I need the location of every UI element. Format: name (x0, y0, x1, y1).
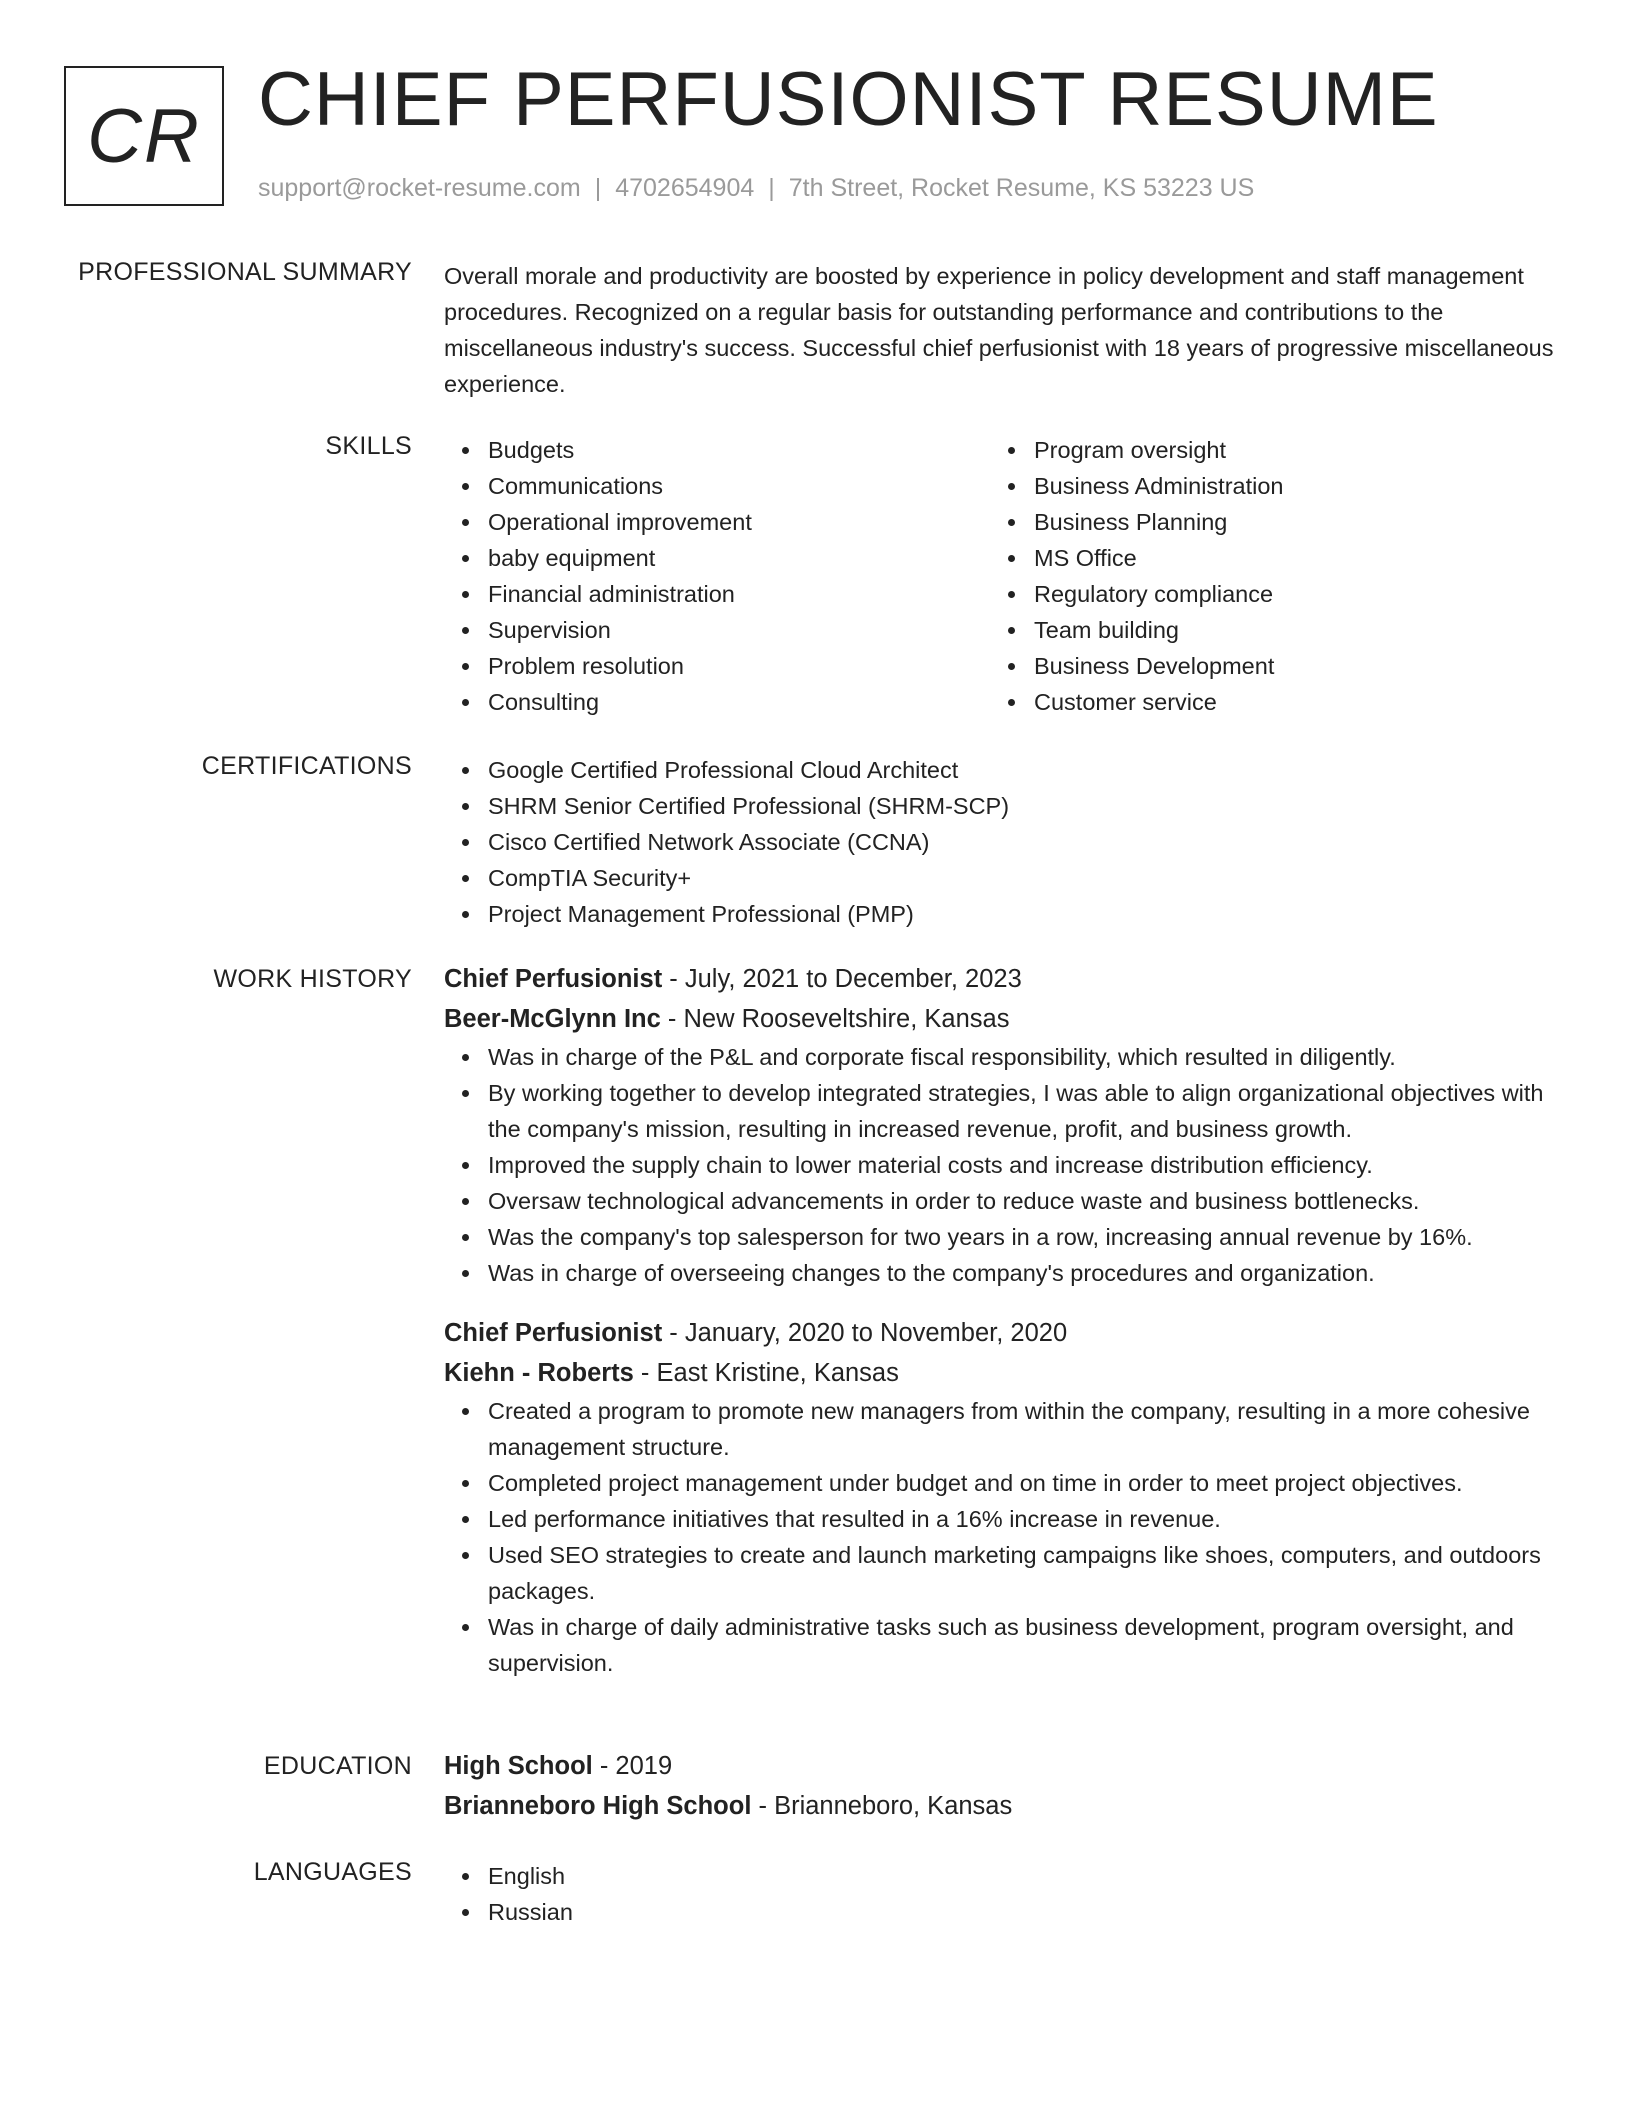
section-label-skills: SKILLS (325, 432, 412, 460)
skill-item: Financial administration (444, 576, 990, 612)
language-item: English (444, 1858, 1554, 1894)
education-degree: High School (444, 1752, 593, 1780)
skill-item: Business Development (990, 648, 1536, 684)
job-title: Chief Perfusionist (444, 1319, 663, 1347)
education-school: Brianneboro High School (444, 1792, 752, 1820)
skill-item: Customer service (990, 684, 1536, 720)
skill-item: Team building (990, 612, 1536, 648)
job-bullet-item: Created a program to promote new managers from within the company, resulting in a more cohesive management structure. (444, 1393, 1554, 1465)
education-body (444, 1746, 1554, 1826)
languages-body (444, 1858, 1554, 1930)
contact-address: 7th Street, Rocket Resume, KS 53223 US (788, 174, 1255, 202)
job-entry (444, 959, 1554, 1291)
section-label-languages: LANGUAGES (253, 1858, 412, 1886)
job-bullet-item: Was in charge of overseeing changes to the company's procedures and organization. (444, 1255, 1554, 1291)
job-location: - East Kristine, Kansas (633, 1359, 899, 1387)
language-item: Russian (444, 1894, 1554, 1930)
skills-list-right (990, 432, 1536, 720)
education-school-line (444, 1786, 1554, 1826)
job-dates: - July, 2021 to December, 2023 (662, 965, 1022, 993)
job-company: Beer-McGlynn Inc (444, 1005, 661, 1033)
certifications-list (444, 752, 1554, 932)
job-bullets (444, 1039, 1554, 1291)
skills-list-left (444, 432, 990, 720)
skill-item: Communications (444, 468, 990, 504)
job-bullet-item: Was in charge of the P&L and corporate fiscal responsibility, which resulted in diligently. (444, 1039, 1554, 1075)
contact-email: support@rocket-resume.com (258, 174, 581, 202)
job-bullet-item: Was the company's top salesperson for two years in a row, increasing annual revenue by 16%. (444, 1219, 1554, 1255)
education-degree-line (444, 1746, 1554, 1786)
contact-separator: | (594, 174, 602, 202)
skill-item: Supervision (444, 612, 990, 648)
contact-phone: 4702654904 (615, 174, 755, 202)
certification-item: SHRM Senior Certified Professional (SHRM-SCP) (444, 788, 1554, 824)
skill-item: MS Office (990, 540, 1536, 576)
summary-text: Overall morale and productivity are boosted by experience in policy development and staff management procedures. Recognized on a regular basis for outstanding performance and contributions to the miscellaneous industry's success. Successful chief perfusionist with 18 years of progressive miscellaneous experience. (444, 263, 1554, 397)
contact-separator: | (768, 174, 775, 202)
job-bullet-item: Completed project management under budget and on time in order to meet project objectives. (444, 1465, 1554, 1501)
resume-title: CHIEF PERFUSIONIST RESUME (258, 57, 1439, 142)
monogram-logo (64, 66, 224, 206)
job-bullet-item: Oversaw technological advancements in order to reduce waste and business bottlenecks. (444, 1183, 1554, 1219)
certification-item: Cisco Certified Network Associate (CCNA) (444, 824, 1554, 860)
skill-item: Program oversight (990, 432, 1536, 468)
skills-columns (444, 432, 1554, 720)
skill-item: Consulting (444, 684, 990, 720)
education-location: - Brianneboro, Kansas (751, 1792, 1013, 1820)
contact-line (258, 174, 1254, 203)
job-location: - New Rooseveltshire, Kansas (660, 1005, 1010, 1033)
job-dates: - January, 2020 to November, 2020 (662, 1319, 1068, 1347)
monogram-initials: CR (87, 93, 201, 179)
job-title-line (444, 959, 1554, 999)
skill-item: Budgets (444, 432, 990, 468)
skill-item: Regulatory compliance (990, 576, 1536, 612)
certification-item: Google Certified Professional Cloud Architect (444, 752, 1554, 788)
skill-item: Business Administration (990, 468, 1536, 504)
job-title: Chief Perfusionist (444, 965, 663, 993)
job-bullet-item: Led performance initiatives that resulted in a 16% increase in revenue. (444, 1501, 1554, 1537)
section-label-work-history: WORK HISTORY (213, 965, 412, 993)
certifications-body (444, 752, 1554, 932)
job-bullets (444, 1393, 1554, 1681)
job-company: Kiehn - Roberts (444, 1359, 634, 1387)
section-label-summary: PROFESSIONAL SUMMARY (78, 258, 412, 286)
skill-item: Business Planning (990, 504, 1536, 540)
skill-item: baby equipment (444, 540, 990, 576)
job-bullet-item: Was in charge of daily administrative tasks such as business development, program oversight, and supervision. (444, 1609, 1554, 1681)
certification-item: Project Management Professional (PMP) (444, 896, 1554, 932)
job-entry (444, 1313, 1554, 1681)
job-company-line (444, 1353, 1554, 1393)
job-bullet-item: By working together to develop integrated strategies, I was able to align organizational objectives with the company's mission, resulting in increased revenue, profit, and business growth. (444, 1075, 1554, 1147)
education-year: - 2019 (592, 1752, 673, 1780)
job-bullet-item: Used SEO strategies to create and launch marketing campaigns like shoes, computers, and outdoors packages. (444, 1537, 1554, 1609)
section-label-certifications: CERTIFICATIONS (201, 752, 412, 780)
job-bullet-item: Improved the supply chain to lower material costs and increase distribution efficiency. (444, 1147, 1554, 1183)
work-history-body (444, 959, 1554, 1681)
job-company-line (444, 999, 1554, 1039)
job-title-line (444, 1313, 1554, 1353)
languages-list (444, 1858, 1554, 1930)
skill-item: Operational improvement (444, 504, 990, 540)
section-label-education: EDUCATION (263, 1752, 412, 1780)
certification-item: CompTIA Security+ (444, 860, 1554, 896)
skill-item: Problem resolution (444, 648, 990, 684)
